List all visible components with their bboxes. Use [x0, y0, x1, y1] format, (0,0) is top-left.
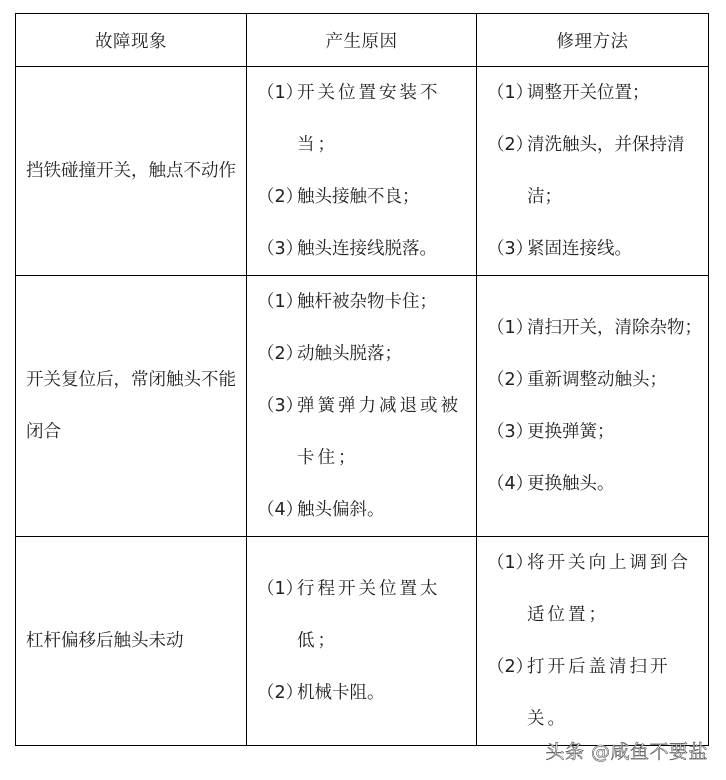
repair-item: [477, 119, 708, 223]
cause-cell: [247, 67, 477, 276]
item-text: 开关位置安装不当；: [297, 83, 441, 155]
item-number: （1）: [487, 553, 534, 573]
item-text: 重新调整动触头；: [527, 370, 667, 390]
item-number: （1）: [257, 83, 304, 103]
item-text: 触杆被杂物卡住；: [297, 292, 437, 312]
item-text: 调整开关位置；: [527, 83, 650, 103]
table-row: [16, 537, 709, 746]
item-number: （3）: [257, 239, 304, 259]
item-text: 触头接触不良；: [297, 187, 420, 207]
item-number: （2）: [257, 683, 304, 703]
item-text: 清扫开关，清除杂物；: [527, 318, 702, 338]
symptom-cell: [16, 537, 247, 746]
cause-cell: [247, 537, 477, 746]
table-row: [16, 67, 709, 276]
header-symptom: 故障现象: [16, 14, 247, 67]
symptom-text: 杠杆偏移后触头未动: [26, 631, 184, 651]
item-number: （4）: [257, 500, 304, 520]
repair-cell: [477, 537, 709, 746]
cause-item: [247, 328, 476, 380]
header-cause: 产生原因: [247, 14, 477, 67]
cause-item: [247, 667, 476, 719]
table-row: [16, 276, 709, 537]
cause-item: [247, 67, 476, 171]
watermark: 头条 @咸鱼不要盐: [545, 741, 708, 763]
item-number: （2）: [487, 135, 534, 155]
item-text: 打开后盖清扫开关。: [527, 657, 671, 729]
item-number: （3）: [487, 422, 534, 442]
item-text: 清洗触头，并保持清洁；: [527, 135, 685, 207]
repair-item: [477, 406, 708, 458]
repair-item: [477, 458, 708, 510]
repair-cell: [477, 276, 709, 537]
repair-item: [477, 223, 708, 275]
cause-item: [247, 563, 476, 667]
item-number: （1）: [487, 83, 534, 103]
repair-item: [477, 302, 708, 354]
fault-table: [15, 13, 709, 746]
repair-item: [477, 354, 708, 406]
symptom-text: 挡铁碰撞开关，触点不动作: [26, 161, 236, 181]
item-number: （1）: [487, 318, 534, 338]
item-number: （2）: [487, 657, 534, 677]
table-header-row: [16, 14, 709, 67]
symptom-cell: [16, 67, 247, 276]
cause-item: [247, 484, 476, 536]
item-text: 紧固连接线。: [527, 239, 632, 259]
item-number: （1）: [257, 292, 304, 312]
item-number: （3）: [257, 396, 304, 416]
repair-item: [477, 67, 708, 119]
item-text: 更换触头。: [527, 474, 615, 494]
item-number: （2）: [257, 187, 304, 207]
cause-item: [247, 380, 476, 484]
item-text: 行程开关位置太低；: [297, 579, 441, 651]
repair-item: [477, 641, 708, 745]
item-number: （1）: [257, 579, 304, 599]
item-text: 弹簧弹力减退或被卡住；: [297, 396, 461, 468]
symptom-text: 开关复位后，常闭触头不能闭合: [26, 370, 236, 442]
item-text: 更换弹簧；: [527, 422, 615, 442]
repair-cell: [477, 67, 709, 276]
item-text: 动触头脱落；: [297, 344, 402, 364]
item-number: （4）: [487, 474, 534, 494]
cause-item: [247, 171, 476, 223]
item-number: （2）: [487, 370, 534, 390]
item-number: （3）: [487, 239, 534, 259]
cause-item: [247, 276, 476, 328]
cause-cell: [247, 276, 477, 537]
item-number: （2）: [257, 344, 304, 364]
cause-item: [247, 223, 476, 275]
item-text: 触头连接线脱落。: [297, 239, 437, 259]
header-repair: 修理方法: [477, 14, 709, 67]
symptom-cell: [16, 276, 247, 537]
repair-item: [477, 537, 708, 641]
item-text: 触头偏斜。: [297, 500, 385, 520]
item-text: 机械卡阻。: [297, 683, 385, 703]
item-text: 将开关向上调到合适位置；: [527, 553, 691, 625]
